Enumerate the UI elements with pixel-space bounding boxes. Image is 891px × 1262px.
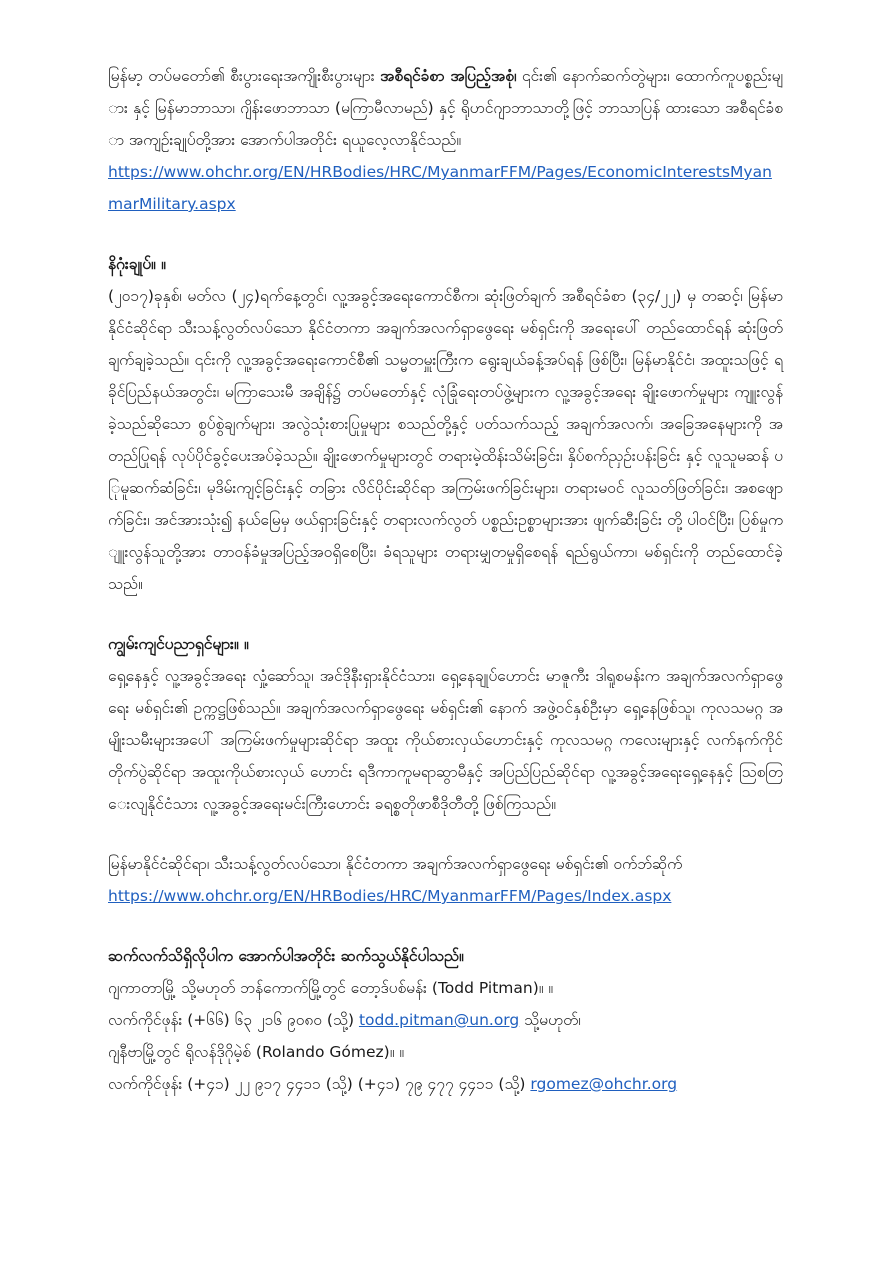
- gomez-email-link[interactable]: rgomez@ohchr.org: [530, 1075, 678, 1093]
- intro-text-start: မြန်မာ့ တပ်မတော်၏ စီးပွားရေးအကျိုးစီးပွားများ: [108, 67, 381, 85]
- intro-text-end: ၎င်း၏ နောက်ဆက်တွဲများ၊ ထောက်ကူပစ္စည်းများ နှင့် မြန်မာဘာသာ၊ ဂျိန်းဖောဘာသာ (မကြာမီလာမည်) နှင့် ရိုဟင်ဂျာဘာသာတို့ဖြင့် ဘာသာပြန် ထားသော အစီရင်ခံစာ အကျဉ်းချုပ်တို့အား အောက်ပါအတိုင်း ရယူလေ့လာနိုင်သည်။: [108, 67, 783, 149]
- gomez-phone-text: လက်ကိုင်ဖုန်း (+၄၁) ၂၂ ၉၁၇ ၄၄၁၁ (သို့) (+၄၁) ၇၉ ၄၇၇ ၄၄၁၁ (သို့): [108, 1075, 531, 1093]
- contact-line-pitman-phone: [108, 1004, 783, 1036]
- intro-report-title: အစီရင်ခံစာ အပြည့်အစုံ၊: [380, 67, 517, 85]
- website-link[interactable]: https://www.ohchr.org/EN/HRBodies/HRC/MyanmarFFM/Pages/Index.aspx: [108, 887, 672, 905]
- intro-paragraph: [108, 60, 783, 156]
- contact-heading: ဆက်လက်သိရှိလိုပါက အောက်ပါအတိုင်း ဆက်သွယ်နိုင်ပါသည်။: [108, 947, 464, 965]
- pitman-phone-text: လက်ကိုင်ဖုန်း (+၆၆) ၆၃ ၂၁၆ ၉၀၈၀ (သို့): [108, 1011, 359, 1029]
- background-paragraph: (၂၀၁၇)ခုနှစ်၊ မတ်လ (၂၄)ရက်နေ့တွင်၊ လူ့အခွင့်အရေးကောင်စီက၊ ဆုံးဖြတ်ချက် အစီရင်ခံစာ (၃၄/၂၂) မှ တဆင့်၊ မြန်မာနိုင်ငံဆိုင်ရာ သီးသန့်လွတ်လပ်သော နိုင်ငံတကာ အချက်အလက်ရှာဖွေရေး မစ်ရှင်းကို အရေးပေါ် တည်ထောင်ရန် ဆုံးဖြတ်ချက်ချခဲ့သည်။ ၎င်းကို လူ့အခွင့်အရေးကောင်စီ၏ သမ္မတမှူးကြီးက ရွေးချယ်ခန့်အပ်ရန် ဖြစ်ပြီး၊ မြန်မာနိုင်ငံ၊ အထူးသဖြင့် ရခိုင်ပြည်နယ်အတွင်း၊ မကြာသေးမီ အချိန်၌ တပ်မတော်နှင့် လုံခြုံရေးတပ်ဖွဲ့များက လူ့အခွင့်အရေး ချိုးဖောက်မှုများ ကျူးလွန်ခဲ့သည်ဆိုသော စွပ်စွဲချက်များ၊ အလွဲသုံးစားပြုမှုများ စသည်တို့နှင့် ပတ်သက်သည့် အချက်အလက်၊ အခြေအနေများကို အတည်ပြုရန် လုပ်ပိုင်ခွင့်ပေးအပ်ခဲ့သည်။ ချိုးဖောက်မှုများတွင် တရားမဲ့ထိန်းသိမ်းခြင်း၊ နှိပ်စက်ညှဉ်းပန်းခြင်း နှင့် လူသူမဆန် ပြုမူဆက်ဆံခြင်း၊ မုဒိမ်းကျင့်ခြင်းနှင့် တခြား လိင်ပိုင်းဆိုင်ရာ အကြမ်းဖက်ခြင်းများ၊ တရားမဝင် လူသတ်ဖြတ်ခြင်း၊ အစဖျောက်ခြင်း၊ အင်အားသုံး၍ နယ်မြေမှ ဖယ်ရှားခြင်းနှင့် တရားလက်လွတ် ပစ္စည်းဥစ္စာများအား ဖျက်ဆီးခြင်း တို့ ပါဝင်ပြီး၊ ပြစ်မှုကျူးလွန်သူတို့အား တာဝန်ခံမှုအပြည့်အဝရှိစေပြီး၊ ခံရသူများ တရားမျှတမှုရှိစေရန် ရည်ရွယ်ကာ၊ မစ်ရှင်းကို တည်ထောင်ခဲ့သည်။: [108, 287, 783, 593]
- contact-line-pitman: ဂျကာတာမြို့ သို့မဟုတ် ဘန်ကောက်မြို့တွင် တော့ဒ်ပစ်မန်း (Todd Pitman)။ ။: [108, 979, 554, 997]
- website-label: မြန်မာနိုင်ငံဆိုင်ရာ၊ သီးသန့်လွတ်လပ်သော၊ နိုင်ငံတကာ အချက်အလက်ရှာဖွေရေး မစ်ရှင်း၏ ဝက်ဘ်ဆိုက်: [108, 855, 683, 873]
- pitman-or-text: သို့မဟုတ်၊: [519, 1011, 581, 1029]
- pitman-email-link[interactable]: todd.pitman@un.org: [358, 1011, 520, 1029]
- contact-line-gomez-phone: [108, 1068, 783, 1100]
- contact-line-gomez: ဂျနီဗာမြို့တွင် ရိုလန်ဒိုဂိုမဲ့စ် (Rolando Gómez)။ ။: [108, 1043, 405, 1061]
- report-link[interactable]: https://www.ohchr.org/EN/HRBodies/HRC/MyanmarFFM/Pages/EconomicInterestsMyanmarMilitary.aspx: [108, 163, 772, 213]
- background-heading: နိဂုံးချုပ်။ ။: [108, 255, 166, 273]
- experts-heading: ကျွမ်းကျင်ပညာရှင်များ။ ။: [108, 635, 249, 653]
- experts-paragraph: ရှေ့နေနှင့် လူ့အခွင့်အရေး လှုံ့ဆော်သူ၊ အင်ဒိုနီးရှားနိုင်ငံသား၊ ရှေ့နေချုပ်ဟောင်း မာဇူကီး ဒါရူစမန်းက အချက်အလက်ရှာဖွေရေး မစ်ရှင်း၏ ဥက္ကဋ္ဌဖြစ်သည်။ အချက်အလက်ရှာဖွေရေး မစ်ရှင်း၏ နောက် အဖွဲ့ဝင်နှစ်ဦးမှာ ရှေ့နေဖြစ်သူ၊ ကုလသမဂ္ဂ အမျိုးသမီးများအပေါ် အကြမ်းဖက်မှုများဆိုင်ရာ အထူး ကိုယ်စားလှယ်ဟောင်းနှင့် ကုလသမဂ္ဂ ကလေးများနှင့် လက်နက်ကိုင်တိုက်ပွဲဆိုင်ရာ အထူးကိုယ်စားလှယ် ဟောင်း ရဒီကာကူမရာဆွာမီနှင့် အပြည်ပြည်ဆိုင်ရာ လူ့အခွင့်အရေးရှေ့နေနှင့် သြစတြေးလျနိုင်ငံသား လူ့အခွင့်အရေးမင်းကြီးဟောင်း ခရစ္စတိုဖာစီဒိုတီတို့ ဖြစ်ကြသည်။: [108, 667, 783, 813]
